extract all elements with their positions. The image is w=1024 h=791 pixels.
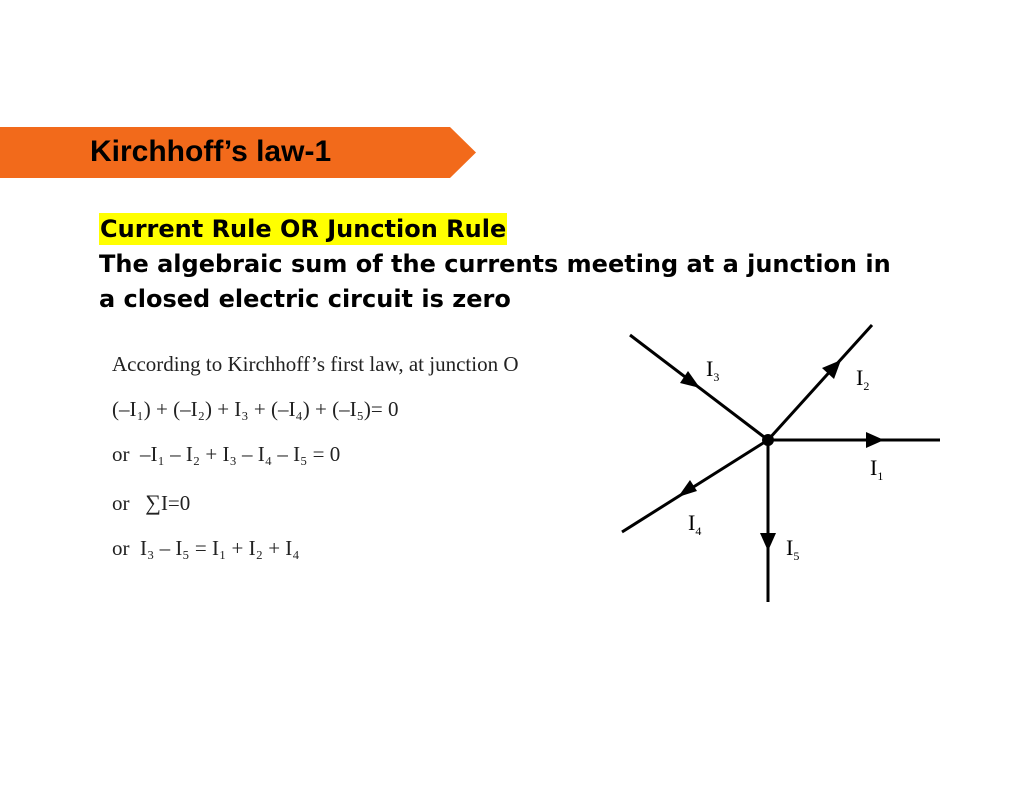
title-banner <box>0 127 476 178</box>
equation-2-prefix: or <box>112 442 130 466</box>
equation-3-prefix: or <box>112 491 130 515</box>
rule-text-line-1: The algebraic sum of the currents meeting at a junction in <box>99 250 891 278</box>
equation-2 <box>112 442 340 467</box>
label-i2: $I_2$ <box>856 365 870 393</box>
slide-title: Kirchhoff’s law-1 <box>90 135 332 168</box>
junction-diagram <box>600 315 960 615</box>
junction-node <box>762 434 774 446</box>
equation-4-body: I₃ – I₅ = I₁ + I₂ + I₄ <box>140 536 300 560</box>
arrow-i4-icon <box>678 480 697 497</box>
equation-1: (–I₁) + (–I₂) + I₃ + (–I₄) + (–I₅)= 0 <box>112 397 399 421</box>
label-i4: $I_4$ <box>688 510 702 538</box>
label-i3: $I_3$ <box>706 356 720 384</box>
arrow-i1-icon <box>866 432 884 448</box>
equation-intro: According to Kirchhoff’s first law, at junction O <box>112 352 519 376</box>
rule-heading: Current Rule OR Junction Rule <box>100 215 507 243</box>
label-i5: $I_5$ <box>786 535 800 563</box>
sigma-symbol: ∑ <box>145 490 161 515</box>
label-i1: $I_1$ <box>870 455 884 483</box>
equation-4-prefix: or <box>112 536 130 560</box>
equation-3 <box>112 490 190 516</box>
rule-text-line-2: a closed electric circuit is zero <box>99 285 511 313</box>
rule-statement <box>99 211 959 317</box>
equation-2-body: –I₁ – I₂ + I₃ – I₄ – I₅ = 0 <box>140 442 341 466</box>
arrow-i5-icon <box>760 533 776 551</box>
equation-3-body: I=0 <box>160 491 191 515</box>
equation-4 <box>112 536 300 561</box>
